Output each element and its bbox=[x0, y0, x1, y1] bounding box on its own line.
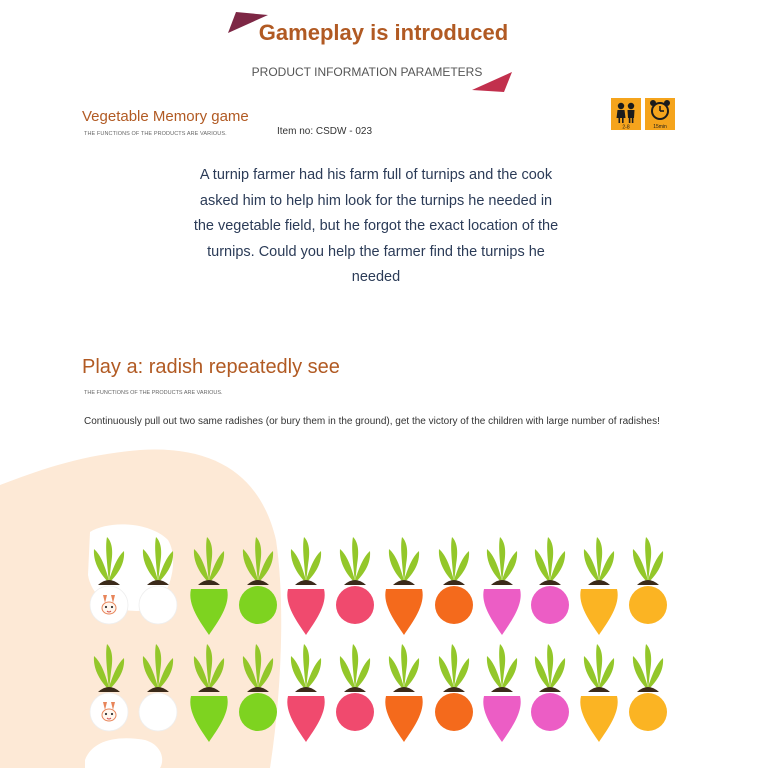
orange-round-radish-icon[interactable] bbox=[435, 537, 473, 624]
page-subtitle: PRODUCT INFORMATION PARAMETERS bbox=[251, 65, 483, 79]
play-description: Continuously pull out two same radishes (or bury them in the ground), get the victory of the children with large number of radishes! bbox=[84, 416, 660, 427]
pink-round-radish-icon[interactable] bbox=[336, 644, 374, 731]
pink-round-radish-icon[interactable] bbox=[336, 537, 374, 624]
age-badge-text: 2-8 bbox=[622, 124, 630, 130]
green-round-radish-icon[interactable] bbox=[239, 537, 277, 624]
bunny-radish-icon[interactable] bbox=[90, 537, 128, 624]
pink-long-radish-icon[interactable] bbox=[287, 644, 324, 742]
magenta-round-radish-icon[interactable] bbox=[531, 537, 569, 624]
white-radish-icon[interactable] bbox=[139, 537, 177, 624]
play-functions-note: THE FUNCTIONS OF THE PRODUCTS ARE VARIOUS. bbox=[84, 390, 223, 396]
magenta-long-radish-icon[interactable] bbox=[483, 644, 520, 742]
yellow-long-radish-icon[interactable] bbox=[580, 537, 617, 635]
pink-long-radish-icon[interactable] bbox=[287, 537, 324, 635]
orange-round-radish-icon[interactable] bbox=[435, 644, 473, 731]
white-radish-icon[interactable] bbox=[139, 644, 177, 731]
magenta-round-radish-icon[interactable] bbox=[531, 644, 569, 731]
yellow-round-radish-icon[interactable] bbox=[629, 644, 667, 731]
orange-long-radish-icon[interactable] bbox=[385, 537, 422, 635]
green-round-radish-icon[interactable] bbox=[239, 644, 277, 731]
green-long-radish-icon[interactable] bbox=[190, 537, 227, 635]
story-text: A turnip farmer had his farm full of turnips and the cook asked him to help him look for the turnips he needed in the vegetable field, but he forgot the exact location of the turnips. Could you help the farmer find the turnips he needed bbox=[193, 167, 559, 285]
orange-long-radish-icon[interactable] bbox=[385, 644, 422, 742]
item-number: Item no: CSDW - 023 bbox=[277, 126, 373, 137]
play-heading: Play a: radish repeatedly see bbox=[82, 356, 340, 378]
functions-note: THE FUNCTIONS OF THE PRODUCTS ARE VARIOUS. bbox=[84, 131, 227, 137]
time-badge-text: 15min bbox=[653, 124, 667, 130]
product-name: Vegetable Memory game bbox=[82, 108, 249, 125]
magenta-long-radish-icon[interactable] bbox=[483, 537, 520, 635]
yellow-long-radish-icon[interactable] bbox=[580, 644, 617, 742]
bunny-radish-icon[interactable] bbox=[90, 644, 128, 731]
yellow-round-radish-icon[interactable] bbox=[629, 537, 667, 624]
green-long-radish-icon[interactable] bbox=[190, 644, 227, 742]
page-title: Gameplay is introduced bbox=[258, 20, 509, 45]
